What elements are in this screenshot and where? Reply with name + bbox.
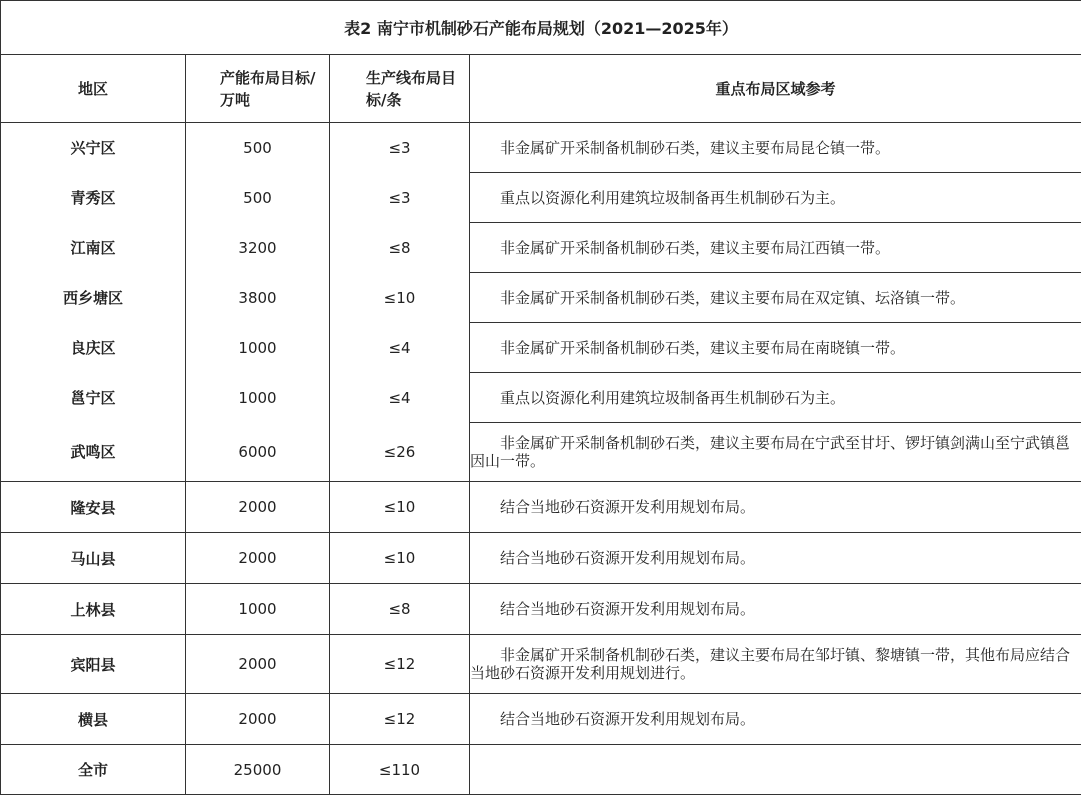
area-cell: 青秀区 [1,173,186,223]
capacity-cell: 500 [186,123,330,173]
lines-cell: ≤12 [330,635,470,694]
header-row [1,55,1081,123]
total-row [1,745,1081,795]
lines-cell: ≤3 [330,123,470,173]
reference-cell: 非金属矿开采制备机制砂石类，建议主要布局在宁武至甘圩、锣圩镇剑满山至宁武镇邕因山一带。 [470,423,1081,482]
capacity-cell: 2000 [186,482,330,533]
capacity-cell: 3800 [186,273,330,323]
reference-cell: 非金属矿开采制备机制砂石类，建议主要布局昆仑镇一带。 [470,123,1081,173]
area-cell: 上林县 [1,584,186,635]
area-cell: 兴宁区 [1,123,186,173]
reference-cell: 结合当地砂石资源开发利用规划布局。 [470,584,1081,635]
table-row [1,173,1081,223]
table-row [1,273,1081,323]
reference-cell: 非金属矿开采制备机制砂石类，建议主要布局在南晓镇一带。 [470,323,1081,373]
table-row [1,533,1081,584]
table-row [1,123,1081,173]
reference-cell: 重点以资源化利用建筑垃圾制备再生机制砂石为主。 [470,373,1081,423]
capacity-cell: 6000 [186,423,330,482]
table-row [1,584,1081,635]
lines-cell: ≤4 [330,373,470,423]
header-area: 地区 [1,55,186,123]
table-row [1,223,1081,273]
lines-cell: ≤8 [330,584,470,635]
lines-cell: ≤4 [330,323,470,373]
lines-cell: ≤10 [330,482,470,533]
area-cell: 隆安县 [1,482,186,533]
area-cell: 良庆区 [1,323,186,373]
capacity-cell: 3200 [186,223,330,273]
lines-cell: ≤8 [330,223,470,273]
lines-cell: ≤110 [330,745,470,795]
table-row [1,635,1081,694]
reference-cell: 结合当地砂石资源开发利用规划布局。 [470,482,1081,533]
header-capacity: 产能布局目标/ 万吨 [186,55,330,123]
capacity-cell: 1000 [186,373,330,423]
reference-cell: 重点以资源化利用建筑垃圾制备再生机制砂石为主。 [470,173,1081,223]
capacity-cell: 500 [186,173,330,223]
area-cell: 马山县 [1,533,186,584]
capacity-cell: 25000 [186,745,330,795]
area-cell: 邕宁区 [1,373,186,423]
capacity-cell: 1000 [186,584,330,635]
capacity-cell: 2000 [186,694,330,745]
lines-cell: ≤10 [330,273,470,323]
capacity-cell: 1000 [186,323,330,373]
table-row [1,694,1081,745]
reference-cell [470,745,1081,795]
area-cell: 西乡塘区 [1,273,186,323]
table-row [1,482,1081,533]
lines-cell: ≤10 [330,533,470,584]
area-cell: 宾阳县 [1,635,186,694]
header-reference: 重点布局区域参考 [470,55,1081,123]
area-cell: 武鸣区 [1,423,186,482]
lines-cell: ≤26 [330,423,470,482]
table-row [1,373,1081,423]
reference-cell: 结合当地砂石资源开发利用规划布局。 [470,533,1081,584]
area-cell: 江南区 [1,223,186,273]
header-lines: 生产线布局目 标/条 [330,55,470,123]
capacity-cell: 2000 [186,533,330,584]
area-cell: 全市 [1,745,186,795]
lines-cell: ≤12 [330,694,470,745]
table-row [1,423,1081,482]
lines-cell: ≤3 [330,173,470,223]
reference-cell: 结合当地砂石资源开发利用规划布局。 [470,694,1081,745]
table-row [1,323,1081,373]
table-title: 表2 南宁市机制砂石产能布局规划（2021—2025年） [1,1,1081,55]
area-cell: 横县 [1,694,186,745]
reference-cell: 非金属矿开采制备机制砂石类，建议主要布局在双定镇、坛洛镇一带。 [470,273,1081,323]
reference-cell: 非金属矿开采制备机制砂石类，建议主要布局在邹圩镇、黎塘镇一带，其他布局应结合当地砂石资源开发利用规划进行。 [470,635,1081,694]
reference-cell: 非金属矿开采制备机制砂石类，建议主要布局江西镇一带。 [470,223,1081,273]
capacity-cell: 2000 [186,635,330,694]
